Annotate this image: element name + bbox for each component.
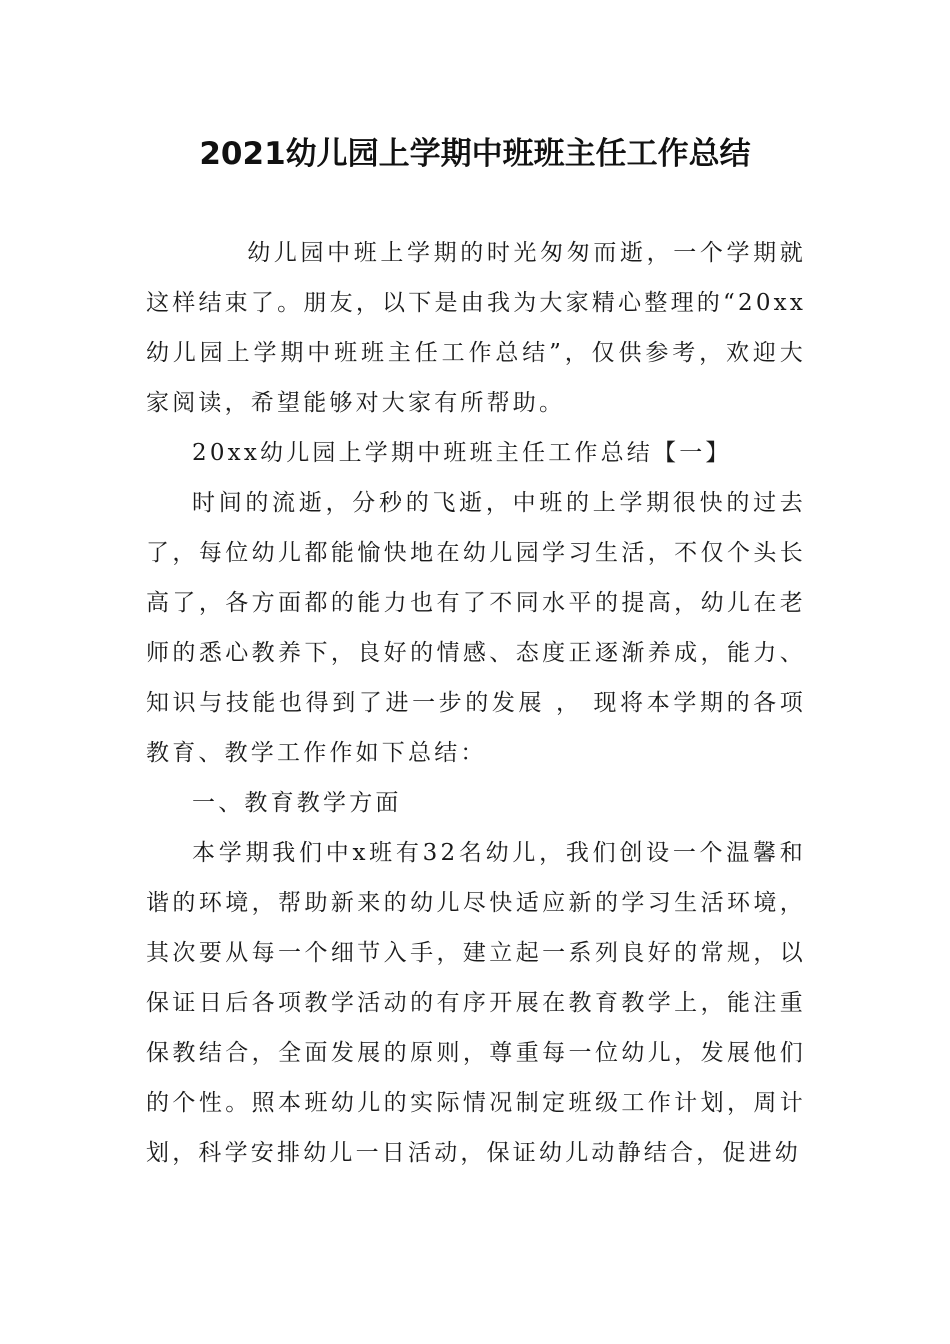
section-title: 20xx幼儿园上学期中班班主任工作总结【一】	[192, 440, 732, 466]
body-paragraph: 时间的流逝，分秒的飞逝，中班的上学期很快的过去了，每位幼儿都能愉快地在幼儿园学习生活，不仅个头长高了，各方面都的能力也有了不同水平的提高，幼儿在老师的悉心教养下，良好的情感、态度正逐渐养成，能力、知识与技能也得到了进一步的发展 ， 现将本学期的各项教育、教学工作作如下总结：	[146, 490, 806, 766]
body-paragraph: 本学期我们中x班有32名幼儿，我们创设一个温馨和谐的环境，帮助新来的幼儿尽快适应新的学习生活环境，其次要从每一个细节入手，建立起一系列良好的常规，以保证日后各项教学活动的有序开展在教育教学上，能注重保教结合，全面发展的原则，尊重每一位幼儿，发展他们的个性。照本班幼儿的实际情况制定班级工作计划，周计划，科学安排幼儿一日活动，保证幼儿动静结合，促进幼	[146, 840, 806, 1166]
section-heading: 一、教育教学方面	[192, 790, 402, 816]
document-body	[146, 228, 806, 1178]
intro-paragraph: 幼儿园中班上学期的时光匆匆而逝，一个学期就这样结束了。朋友，以下是由我为大家精心整理的“20xx幼儿园上学期中班班主任工作总结”，仅供参考，欢迎大家阅读，希望能够对大家有所帮助。	[146, 240, 806, 416]
document-title: 2021幼儿园上学期中班班主任工作总结	[199, 136, 751, 172]
